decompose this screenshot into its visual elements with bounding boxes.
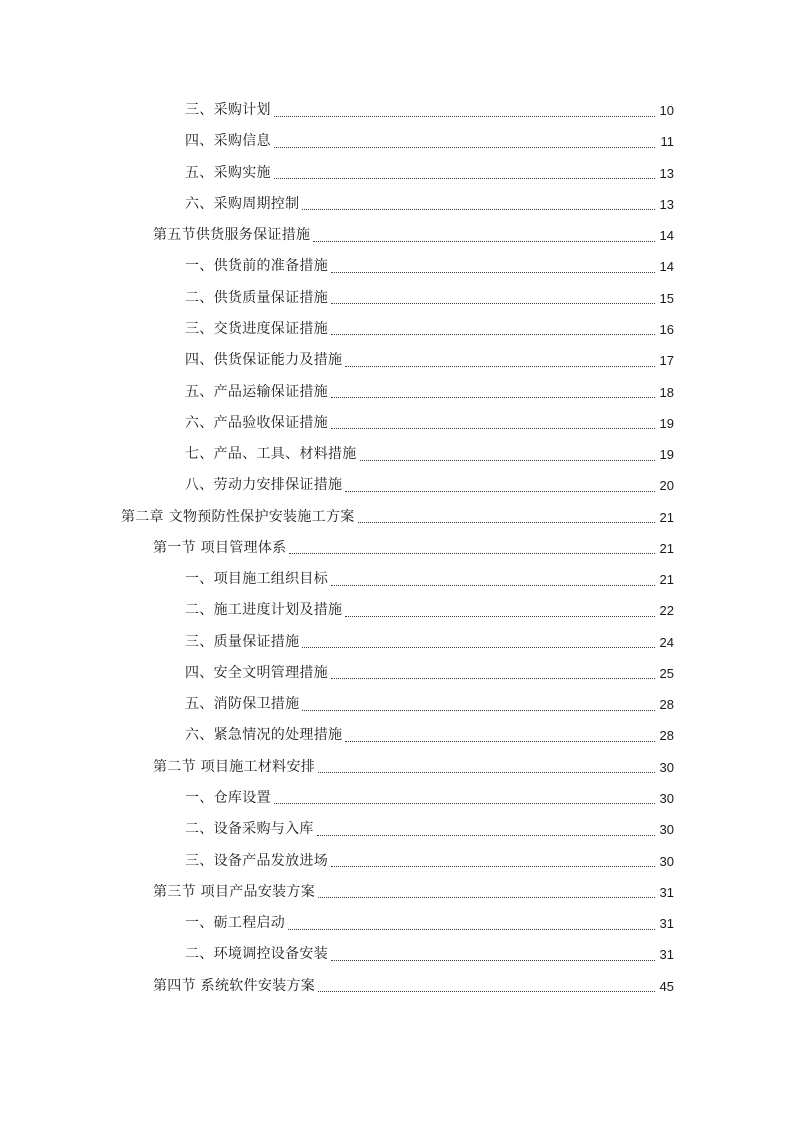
toc-entry-title: 六、产品验收保证措施	[185, 414, 328, 431]
toc-page-number: 31	[659, 947, 674, 963]
toc-page-number: 18	[659, 384, 674, 400]
toc-subsection-entry[interactable]	[0, 314, 793, 345]
toc-page-number: 28	[659, 697, 674, 713]
dot-leader	[289, 552, 655, 554]
toc-subsection-entry[interactable]	[0, 814, 793, 845]
dot-leader	[302, 208, 655, 210]
toc-section-entry[interactable]	[0, 877, 793, 908]
toc-section-entry[interactable]	[0, 220, 793, 251]
toc-page-number: 19	[659, 415, 674, 431]
toc-entry-title: 三、质量保证措施	[185, 633, 300, 650]
toc-entry-title: 三、交货进度保证措施	[185, 320, 328, 337]
dot-leader	[318, 990, 655, 992]
dot-leader	[331, 584, 655, 586]
dot-leader	[274, 177, 655, 179]
dot-leader	[318, 771, 655, 773]
dot-leader	[331, 396, 655, 398]
toc-page-number: 21	[659, 540, 674, 556]
toc-subsection-entry[interactable]	[0, 564, 793, 595]
toc-page-number: 24	[659, 634, 674, 650]
toc-page-number: 30	[659, 759, 674, 775]
dot-leader	[345, 490, 655, 492]
toc-subsection-entry[interactable]	[0, 251, 793, 282]
dot-leader	[317, 834, 655, 836]
toc-page-number: 22	[659, 603, 674, 619]
dot-leader	[331, 865, 655, 867]
toc-subsection-entry[interactable]	[0, 158, 793, 189]
dot-leader	[288, 928, 655, 930]
toc-section-entry[interactable]	[0, 970, 793, 1001]
toc-subsection-entry[interactable]	[0, 95, 793, 126]
toc-page-number: 11	[660, 134, 674, 150]
toc-subsection-entry[interactable]	[0, 720, 793, 751]
toc-page-number: 30	[659, 853, 674, 869]
toc-entry-title: 第二节 项目施工材料安排	[153, 758, 316, 775]
toc-page-number: 14	[659, 259, 674, 275]
toc-subsection-entry[interactable]	[0, 376, 793, 407]
toc-page-number: 13	[659, 196, 674, 212]
dot-leader	[318, 896, 655, 898]
toc-page-number: 31	[659, 916, 674, 932]
toc-page-number: 15	[659, 290, 674, 306]
toc-section-entry[interactable]	[0, 752, 793, 783]
toc-entry-title: 第五节供货服务保证措施	[153, 227, 311, 244]
dot-leader	[345, 365, 655, 367]
dot-leader	[331, 333, 655, 335]
dot-leader	[302, 646, 655, 648]
dot-leader	[331, 302, 655, 304]
toc-subsection-entry[interactable]	[0, 783, 793, 814]
toc-subsection-entry[interactable]	[0, 658, 793, 689]
toc-subsection-entry[interactable]	[0, 470, 793, 501]
toc-entry-title: 第二章 文物预防性保护安装施工方案	[121, 508, 355, 525]
toc-subsection-entry[interactable]	[0, 283, 793, 314]
toc-page-number: 31	[659, 884, 674, 900]
toc-page-number: 10	[659, 103, 674, 119]
toc-subsection-entry[interactable]	[0, 408, 793, 439]
toc-entry-title: 二、环境调控设备安装	[185, 946, 328, 963]
toc-subsection-entry[interactable]	[0, 939, 793, 970]
toc-page-number: 20	[659, 478, 674, 494]
dot-leader	[358, 521, 655, 523]
toc-entry-title: 一、供货前的准备措施	[185, 258, 328, 275]
table-of-contents	[0, 95, 793, 1002]
toc-subsection-entry[interactable]	[0, 908, 793, 939]
toc-page-number: 28	[659, 728, 674, 744]
toc-page-number: 19	[659, 447, 674, 463]
toc-entry-title: 五、产品运输保证措施	[185, 383, 328, 400]
toc-page-number: 30	[659, 822, 674, 838]
toc-entry-title: 二、施工进度计划及措施	[185, 602, 343, 619]
dot-leader	[331, 677, 655, 679]
toc-subsection-entry[interactable]	[0, 845, 793, 876]
dot-leader	[274, 146, 655, 148]
toc-subsection-entry[interactable]	[0, 689, 793, 720]
toc-entry-title: 第四节 系统软件安装方案	[153, 977, 316, 994]
toc-subsection-entry[interactable]	[0, 345, 793, 376]
toc-section-entry[interactable]	[0, 533, 793, 564]
toc-subsection-entry[interactable]	[0, 595, 793, 626]
toc-page-number: 17	[659, 353, 674, 369]
toc-page-number: 30	[659, 790, 674, 806]
dot-leader	[360, 459, 655, 461]
dot-leader	[345, 740, 655, 742]
toc-entry-title: 二、供货质量保证措施	[185, 289, 328, 306]
dot-leader	[331, 271, 655, 273]
toc-entry-title: 七、产品、工具、材料措施	[185, 446, 357, 463]
toc-entry-title: 四、供货保证能力及措施	[185, 352, 343, 369]
toc-entry-title: 四、安全文明管理措施	[185, 664, 328, 681]
toc-subsection-entry[interactable]	[0, 189, 793, 220]
toc-entry-title: 第三节 项目产品安装方案	[153, 883, 316, 900]
toc-page-number: 21	[659, 572, 674, 588]
toc-subsection-entry[interactable]	[0, 126, 793, 157]
dot-leader	[331, 427, 655, 429]
toc-page-number: 14	[659, 228, 674, 244]
toc-entry-title: 二、设备采购与入库	[185, 821, 314, 838]
toc-page-number: 21	[659, 509, 674, 525]
toc-page-number: 45	[659, 978, 674, 994]
toc-entry-title: 一、项目施工组织目标	[185, 571, 328, 588]
toc-entry-title: 三、设备产品发放进场	[185, 852, 328, 869]
toc-page-number: 25	[659, 665, 674, 681]
dot-leader	[274, 802, 655, 804]
toc-entry-title: 第一节 项目管理体系	[153, 539, 287, 556]
toc-entry-title: 四、采购信息	[185, 133, 271, 150]
toc-entry-title: 五、采购实施	[185, 164, 271, 181]
dot-leader	[313, 240, 655, 242]
toc-entry-title: 六、紧急情况的处理措施	[185, 727, 343, 744]
toc-chapter-entry[interactable]	[0, 501, 793, 532]
toc-page-number: 16	[659, 321, 674, 337]
toc-page-number: 13	[659, 165, 674, 181]
toc-entry-title: 一、仓库设置	[185, 789, 271, 806]
toc-entry-title: 八、劳动力安排保证措施	[185, 477, 343, 494]
dot-leader	[331, 959, 655, 961]
dot-leader	[345, 615, 655, 617]
dot-leader	[274, 115, 655, 117]
toc-subsection-entry[interactable]	[0, 627, 793, 658]
dot-leader	[302, 709, 655, 711]
toc-entry-title: 六、采购周期控制	[185, 195, 300, 212]
toc-subsection-entry[interactable]	[0, 439, 793, 470]
toc-entry-title: 五、消防保卫措施	[185, 696, 300, 713]
toc-entry-title: 一、砺工程启动	[185, 915, 286, 932]
toc-entry-title: 三、采购计划	[185, 102, 271, 119]
